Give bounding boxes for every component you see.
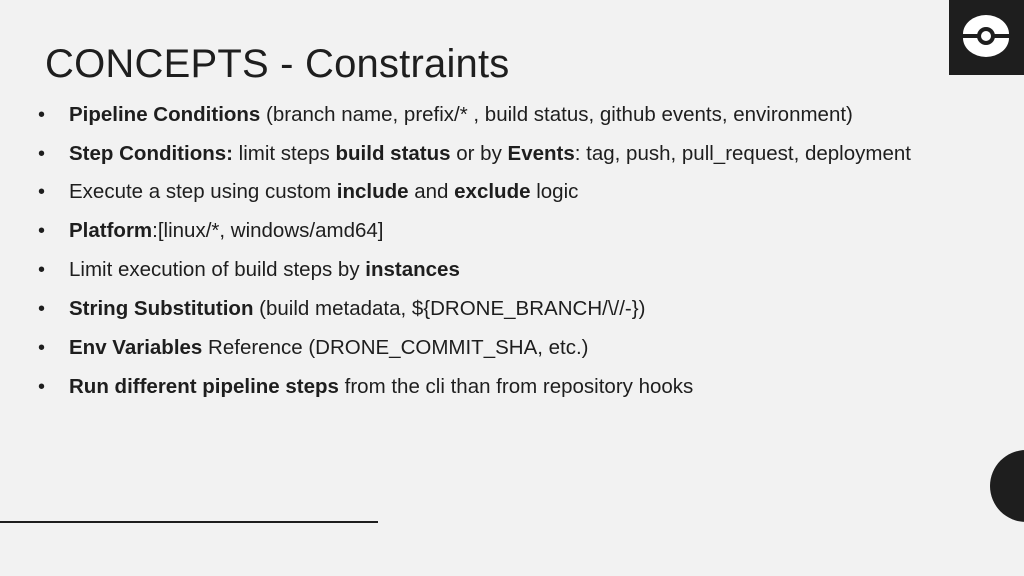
bullet-dot: •	[38, 143, 46, 165]
bullet-item	[38, 177, 938, 207]
bullet-dot: •	[38, 220, 46, 242]
bullet-bold-text: build status	[335, 142, 451, 165]
bullet-dot: •	[38, 104, 46, 126]
bullet-text: Limit execution of build steps by	[69, 258, 366, 281]
decorative-circle	[990, 450, 1024, 522]
bullet-dot: •	[38, 259, 46, 281]
bullet-text: :[linux/*, windows/amd64]	[152, 219, 384, 242]
slide-title: CONCEPTS - Constraints	[45, 42, 510, 86]
bullet-text: Reference (DRONE_COMMIT_SHA, etc.)	[202, 336, 589, 359]
bullet-text: : tag, push, pull_request, deployment	[574, 142, 911, 165]
bullet-text: (build metadata, ${DRONE_BRANCH/\//-})	[253, 297, 646, 320]
bullet-bold-text: instances	[365, 258, 460, 281]
bullet-bold-text: Events	[507, 142, 575, 165]
bullet-text: (branch name, prefix/* , build status, github events, environment)	[260, 103, 853, 126]
bullet-text: from the cli than from repository hooks	[338, 375, 694, 398]
bullet-bold-text: exclude	[454, 180, 531, 203]
bullet-text: and	[408, 180, 455, 203]
logo-badge	[949, 0, 1024, 75]
bullet-dot: •	[38, 298, 46, 320]
bullet-text: or by	[450, 142, 508, 165]
bullet-item	[38, 333, 938, 363]
bullet-bold-text: Env Variables	[69, 336, 203, 359]
bullet-text: limit steps	[232, 142, 336, 165]
bullet-list	[38, 100, 938, 411]
bullet-item	[38, 294, 938, 324]
bullet-bold-text: Step Conditions:	[69, 142, 233, 165]
bullet-item	[38, 216, 938, 246]
bullet-item	[38, 372, 938, 402]
bullet-bold-text: Platform	[69, 219, 153, 242]
drone-logo-icon	[961, 14, 1011, 60]
bullet-bold-text: include	[336, 180, 409, 203]
footer-divider	[0, 521, 378, 523]
bullet-bold-text: Pipeline Conditions	[69, 103, 261, 126]
bullet-text: Execute a step using custom	[69, 180, 337, 203]
bullet-bold-text: String Substitution	[69, 297, 254, 320]
bullet-dot: •	[38, 181, 46, 203]
bullet-item	[38, 139, 938, 169]
bullet-dot: •	[38, 337, 46, 359]
bullet-text: logic	[530, 180, 579, 203]
bullet-dot: •	[38, 376, 46, 398]
bullet-bold-text: Run different pipeline steps	[69, 375, 339, 398]
bullet-item	[38, 255, 938, 285]
bullet-item	[38, 100, 938, 130]
